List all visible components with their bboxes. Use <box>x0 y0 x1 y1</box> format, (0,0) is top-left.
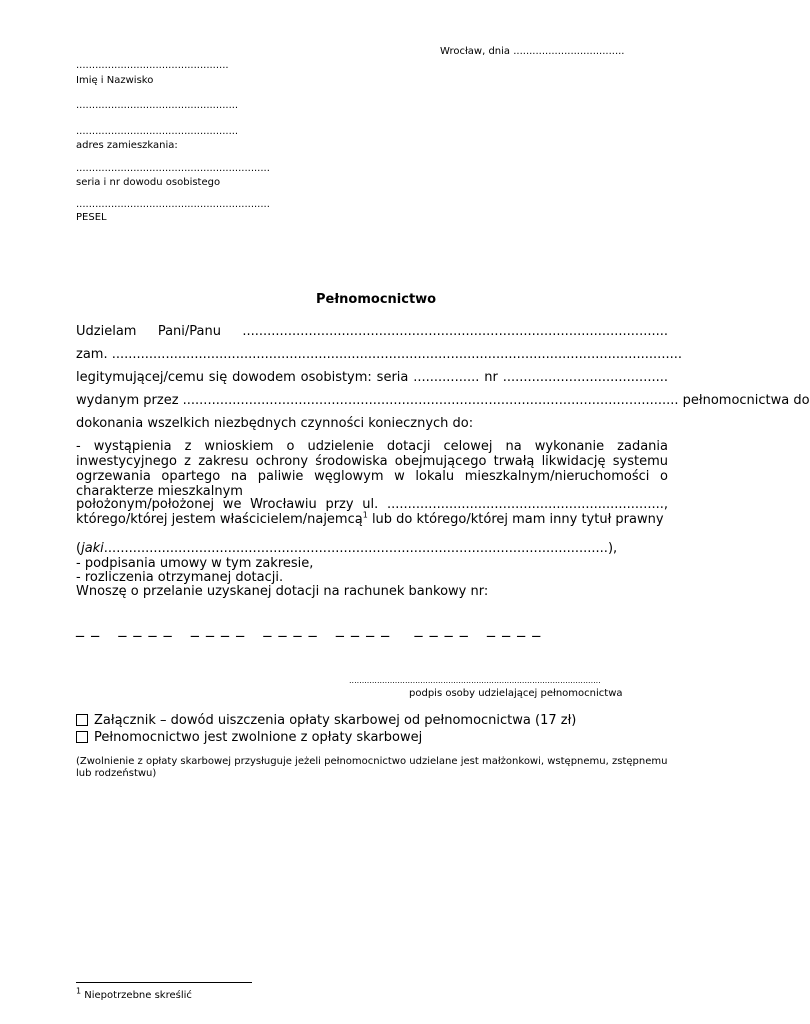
address-line-1[interactable]: ................................................... <box>76 100 239 111</box>
jaki-word: jaki <box>81 541 104 556</box>
name-label: Imię i Nazwisko <box>76 75 154 86</box>
signature-label: podpis osoby udzielającej pełnomocnictwa <box>409 688 623 699</box>
account-number-field[interactable]: _ _ _ _ _ _ _ _ _ _ _ _ _ _ _ _ _ _ _ _ _ _ _ _ _ _ <box>76 618 542 637</box>
id-label: seria i nr dowodu osobistego <box>76 177 221 188</box>
jaki-open: ( <box>76 541 82 556</box>
footnote-text: Niepotrzebne skreślić <box>81 990 192 1001</box>
checkbox-attachment[interactable] <box>76 714 88 726</box>
line-udzielam[interactable]: Udzielam Pani/Panu ....................................................................................................... <box>76 324 668 339</box>
checkbox-row-attachment[interactable] <box>76 713 576 728</box>
footnote-number: 1 <box>76 986 82 996</box>
line-dokonania: dokonania wszelkich niezbędnych czynności koniecznych do: <box>76 416 474 431</box>
exemption-note: (Zwolnienie z opłaty skarbowej przysługuje jeżeli pełnomocnictwo udzielane jest małżonkowi, wstępnemu, zstępnemu lub rodzeństwu) <box>76 756 668 779</box>
checkbox-row-exempt[interactable] <box>76 730 422 745</box>
pesel-label: PESEL <box>76 212 107 223</box>
checkbox-attachment-label: Załącznik – dowód uiszczenia opłaty skarbowej od pełnomocnictwa (17 zł) <box>94 713 577 728</box>
checkbox-exempt-label: Pełnomocnictwo jest zwolnione z opłaty skarbowej <box>94 730 423 745</box>
line-jaki[interactable] <box>76 541 668 556</box>
jaki-dots: ..........................................................................................................................), <box>103 541 618 556</box>
signature-line[interactable]: ................................................................................................... <box>349 676 601 685</box>
line-ktorego <box>76 512 668 527</box>
name-line[interactable]: ................................................ <box>76 60 229 71</box>
line-polozonym[interactable]: położonym/położonej we Wrocławiu przy ul. ..................................................................., <box>76 497 668 512</box>
paragraph-wystapienia: - wystąpienia z wnioskiem o udzielenie dotacji celowej na wykonanie zadania inwestycyjnego z zakresu ochrony środowiska obejmującego trwałą likwidację systemu ogrzewania opartego na paliwie węglowym w lokalu mieszkalnym/nieruchomości o charakterze mieszkalnym <box>76 439 668 499</box>
footnote <box>76 986 192 1001</box>
wydanym-text: wydanym przez ........................................................................................................................ pełnomocnictwa do <box>76 393 810 408</box>
bullet-podpisania: - podpisania umowy w tym zakresie, <box>76 556 314 571</box>
footnote-divider <box>76 982 252 983</box>
bullet-rozliczenia: - rozliczenia otrzymanej dotacji. <box>76 570 284 585</box>
line-id[interactable]: legitymującej/cemu się dowodem osobistym: seria ................ nr ........................................ <box>76 370 668 385</box>
pesel-line[interactable]: ............................................................. <box>76 199 270 210</box>
line-wydanym[interactable] <box>76 393 810 408</box>
ktorego-end: lub do którego/której mam inny tytuł prawny <box>367 512 664 527</box>
address-line-2[interactable]: ................................................... <box>76 126 239 137</box>
address-label: adres zamieszkania: <box>76 140 178 151</box>
place-date: Wrocław, dnia ................................... <box>440 46 625 57</box>
checkbox-exempt[interactable] <box>76 731 88 743</box>
line-zam[interactable]: zam. .......................................................................................................................................... <box>76 347 682 362</box>
document-title: Pełnomocnictwo <box>316 292 437 307</box>
line-wnosze: Wnoszę o przelanie uzyskanej dotacji na rachunek bankowy nr: <box>76 584 489 599</box>
footnote-ref: 1 <box>362 510 368 520</box>
ktorego-text: którego/której jestem właścicielem/najemcą <box>76 512 363 527</box>
id-line[interactable]: ............................................................. <box>76 163 270 174</box>
